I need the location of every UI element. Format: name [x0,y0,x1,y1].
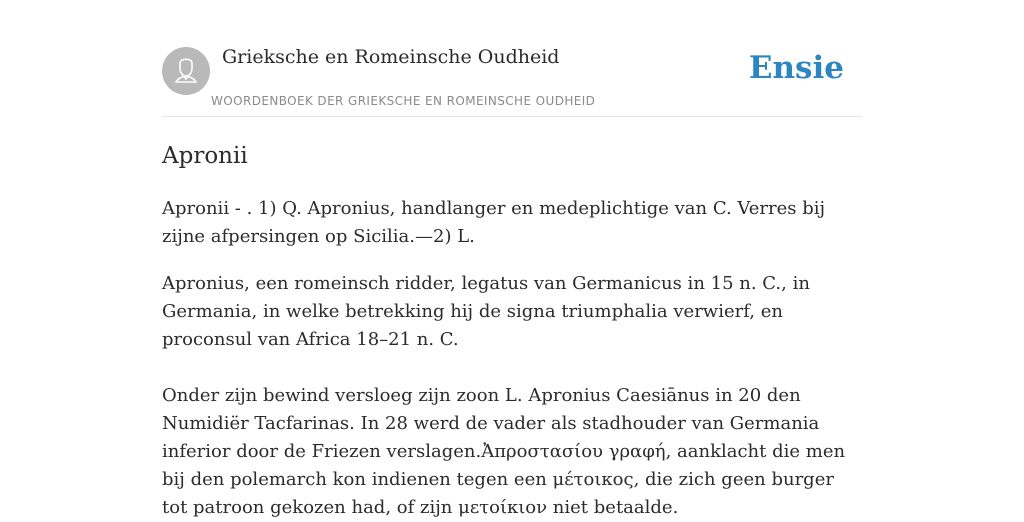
ensie-logo-link[interactable]: Ensie [748,50,844,86]
page [162,0,862,522]
entry-body [162,195,862,522]
user-silhouette-icon [162,47,210,95]
source-header [162,0,862,117]
entry-title: Apronii [162,143,248,169]
user-avatar-icon[interactable] [162,47,210,95]
entry-paragraph: Onder zijn bewind versloeg zijn zoon L. Apronius Caesiānus in 20 den Numidiër Tacfarinas. In 28 werd de vader als stadhouder van Germania inferior door de Friezen verslagen.Ἀπροστασίου γραφή, aanklacht die men bij den polemarch kon indienen tegen een μέτοικος, die zich geen burger tot patroon gekozen had, of zijn μετοίκιον niet betaalde. [162,385,846,518]
source-title[interactable]: Grieksche en Romeinsche Oudheid [222,46,560,68]
entry-paragraph: Apronius, een romeinsch ridder, legatus van Germanicus in 15 n. C., in Germania, in welke betrekking hij de signa triumphalia verwierf, en proconsul van Africa 18–21 n. C. [162,273,810,350]
entry-paragraph: Apronii - . 1) Q. Apronius, handlanger en medeplichtige van C. Verres bij zijne afpersingen op Sicilia.—2) L. [162,198,826,247]
source-subtitle: WOORDENBOEK DER GRIEKSCHE EN ROMEINSCHE OUDHEID [211,94,596,108]
